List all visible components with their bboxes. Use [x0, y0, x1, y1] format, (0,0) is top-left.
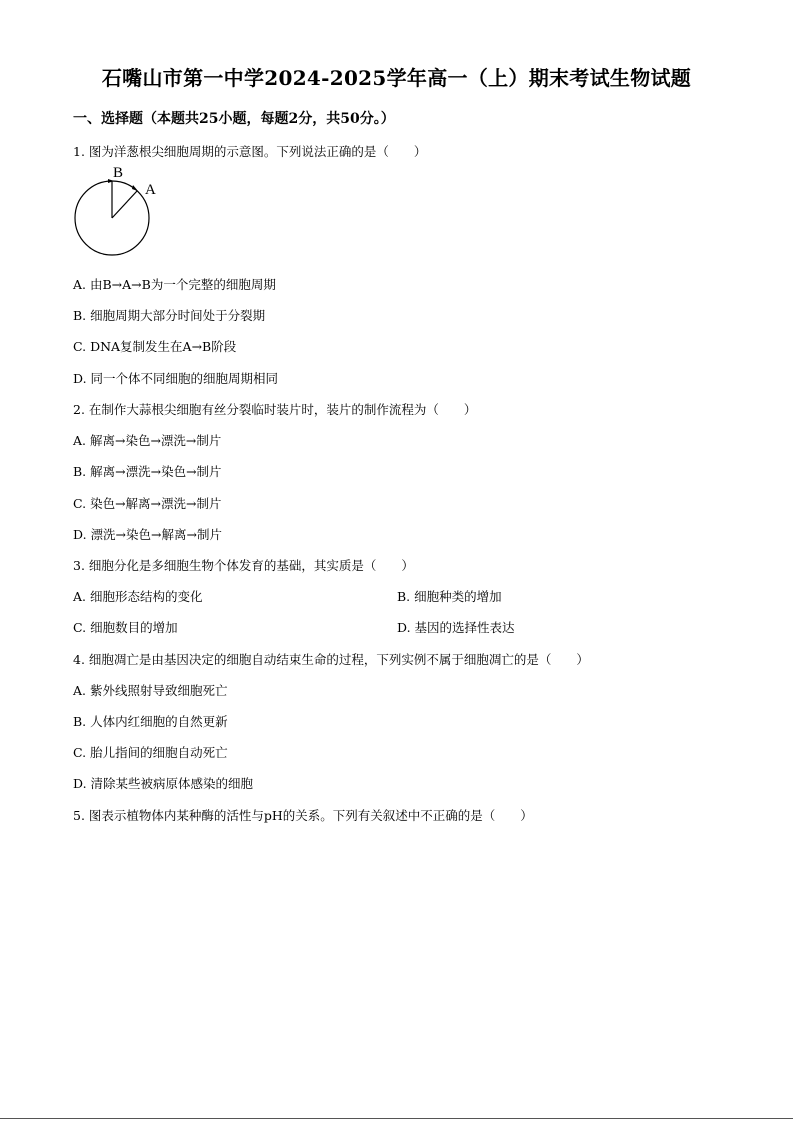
question-1-option-d: D. 同一个体不同细胞的细胞周期相同 [73, 371, 279, 386]
label-b: B [113, 165, 124, 181]
question-1-option-a: A. 由B→A→B为一个完整的细胞周期 [73, 277, 276, 292]
question-1-stem: 1. 图为洋葱根尖细胞周期的示意图。下列说法正确的是（ ） [73, 144, 427, 159]
question-2-option-d: D. 漂洗→染色→解离→制片 [73, 527, 222, 542]
question-4-option-d: D. 清除某些被病原体感染的细胞 [73, 776, 254, 791]
page-bottom-rule [0, 1118, 793, 1119]
label-a: A [145, 182, 156, 198]
question-4-option-c: C. 胎儿指间的细胞自动死亡 [73, 745, 228, 760]
question-2-option-c: C. 染色→解离→漂洗→制片 [73, 496, 222, 511]
radius-to-a [112, 191, 137, 218]
cell-cycle-diagram [70, 164, 170, 259]
question-2-option-b: B. 解离→漂洗→染色→制片 [73, 464, 222, 479]
question-4-option-a: A. 紫外线照射导致细胞死亡 [73, 683, 228, 698]
question-3-option-b: B. 细胞种类的增加 [397, 589, 502, 604]
question-5-stem: 5. 图表示植物体内某种酶的活性与pH的关系。下列有关叙述中不正确的是（ ） [73, 808, 533, 823]
section-heading: 一、选择题（本题共25小题，每题2分，共50分。） [73, 111, 395, 127]
question-1-option-c: C. DNA复制发生在A→B阶段 [73, 339, 237, 354]
page-title: 石嘴山市第一中学2024-2025学年高一（上）期末考试生物试题 [101, 66, 692, 90]
question-4-stem: 4. 细胞凋亡是由基因决定的细胞自动结束生命的过程，下列实例不属于细胞凋亡的是（ ） [73, 652, 589, 667]
question-2-option-a: A. 解离→染色→漂洗→制片 [73, 433, 222, 448]
question-3-option-c: C. 细胞数目的增加 [73, 620, 178, 635]
arrow-head-a [132, 185, 138, 191]
question-3-option-d: D. 基因的选择性表达 [397, 620, 515, 635]
question-2-stem: 2. 在制作大蒜根尖细胞有丝分裂临时装片时，装片的制作流程为（ ） [73, 402, 477, 417]
question-1-option-b: B. 细胞周期大部分时间处于分裂期 [73, 308, 266, 323]
question-3-option-a: A. 细胞形态结构的变化 [73, 589, 203, 604]
question-4-option-b: B. 人体内红细胞的自然更新 [73, 714, 228, 729]
question-3-stem: 3. 细胞分化是多细胞生物个体发育的基础，其实质是（ ） [73, 558, 414, 573]
